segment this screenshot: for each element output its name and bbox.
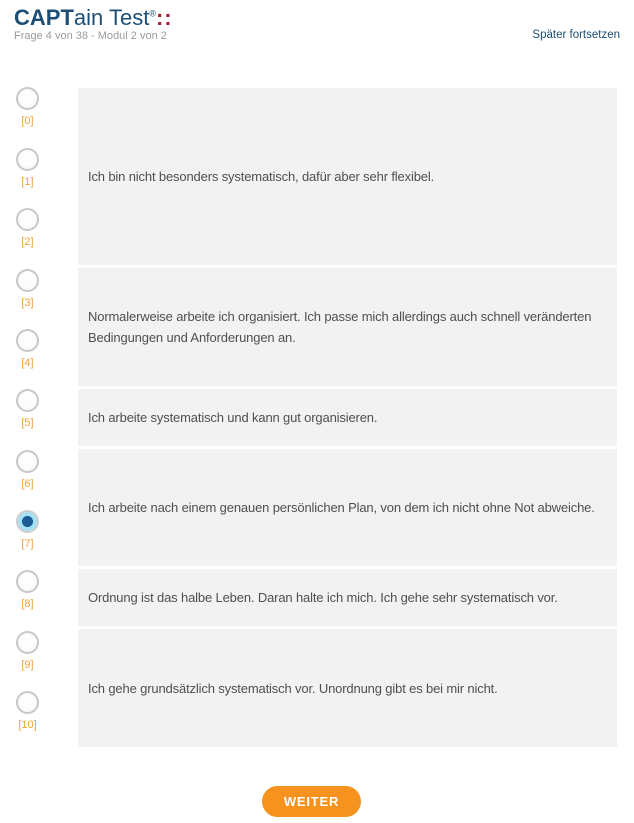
progress-indicator: Frage 4 von 38 - Modul 2 von 2 bbox=[14, 30, 167, 42]
scale-value-label: [4] bbox=[21, 357, 34, 369]
logo-text-regular: ain Test bbox=[73, 5, 150, 30]
scale-option-1 bbox=[14, 148, 64, 200]
scale-value-label: [0] bbox=[21, 115, 34, 127]
scale-radio-2[interactable] bbox=[16, 208, 39, 231]
scale-radio-5[interactable] bbox=[16, 389, 39, 412]
statement-text: Ich arbeite nach einem genauen persönlichen Plan, von dem ich nicht ohne Not abweiche. bbox=[88, 500, 595, 515]
scale-radio-4[interactable] bbox=[16, 329, 39, 352]
scale-value-label: [6] bbox=[21, 478, 34, 490]
statement-box-5 bbox=[78, 569, 617, 626]
statement-text: Ich arbeite systematisch und kann gut organisieren. bbox=[88, 410, 378, 425]
scale-radio-9[interactable] bbox=[16, 631, 39, 654]
scale-option-5 bbox=[14, 389, 64, 441]
scale-option-10 bbox=[14, 691, 64, 743]
scale-value-label: [7] bbox=[21, 538, 34, 550]
scale-radio-6[interactable] bbox=[16, 450, 39, 473]
scale-option-2 bbox=[14, 208, 64, 260]
scale-value-label: [2] bbox=[21, 236, 34, 248]
statement-text: Ich bin nicht besonders systematisch, dafür aber sehr flexibel. bbox=[88, 169, 435, 184]
scale-option-9 bbox=[14, 631, 64, 683]
statement-box-6 bbox=[78, 629, 617, 747]
scale-option-4 bbox=[14, 329, 64, 381]
scale-value-label: [9] bbox=[21, 659, 34, 671]
scale-radio-3[interactable] bbox=[16, 269, 39, 292]
scale-option-3 bbox=[14, 269, 64, 321]
app-logo bbox=[14, 5, 173, 31]
statement-box-2 bbox=[78, 268, 617, 386]
scale-option-6 bbox=[14, 450, 64, 502]
scale-value-label: [3] bbox=[21, 297, 34, 309]
registered-trademark: ® bbox=[149, 8, 156, 19]
scale-option-8 bbox=[14, 570, 64, 622]
statement-box-4 bbox=[78, 449, 617, 566]
scale-radio-8[interactable] bbox=[16, 570, 39, 593]
statement-text: Ordnung ist das halbe Leben. Daran halte ich mich. Ich gehe sehr systematisch vor. bbox=[88, 590, 558, 605]
logo-colons: :: bbox=[155, 5, 173, 30]
scale-option-0 bbox=[14, 87, 64, 139]
scale-radio-0[interactable] bbox=[16, 87, 39, 110]
scale-value-label: [5] bbox=[21, 417, 34, 429]
statement-box-3 bbox=[78, 389, 617, 446]
resume-later-link[interactable]: Später fortsetzen bbox=[532, 29, 620, 41]
scale-radio-7[interactable] bbox=[16, 510, 39, 533]
next-button[interactable]: WEITER bbox=[262, 786, 361, 817]
statement-text: Ich gehe grundsätzlich systematisch vor. Unordnung gibt es bei mir nicht. bbox=[88, 680, 498, 696]
scale-radio-10[interactable] bbox=[16, 691, 39, 714]
scale-value-label: [8] bbox=[21, 598, 34, 610]
statement-text: Normalerweise arbeite ich organisiert. Ich passe mich allerdings auch schnell veränderten Bedingungen und Anforderungen an. bbox=[88, 309, 592, 345]
scale-value-label: [10] bbox=[18, 719, 37, 731]
scale-radio-1[interactable] bbox=[16, 148, 39, 171]
scale-value-label: [1] bbox=[21, 176, 34, 188]
logo-text-bold: CAPT bbox=[14, 5, 74, 30]
scale-option-7 bbox=[14, 510, 64, 562]
statement-box-1 bbox=[78, 88, 617, 265]
